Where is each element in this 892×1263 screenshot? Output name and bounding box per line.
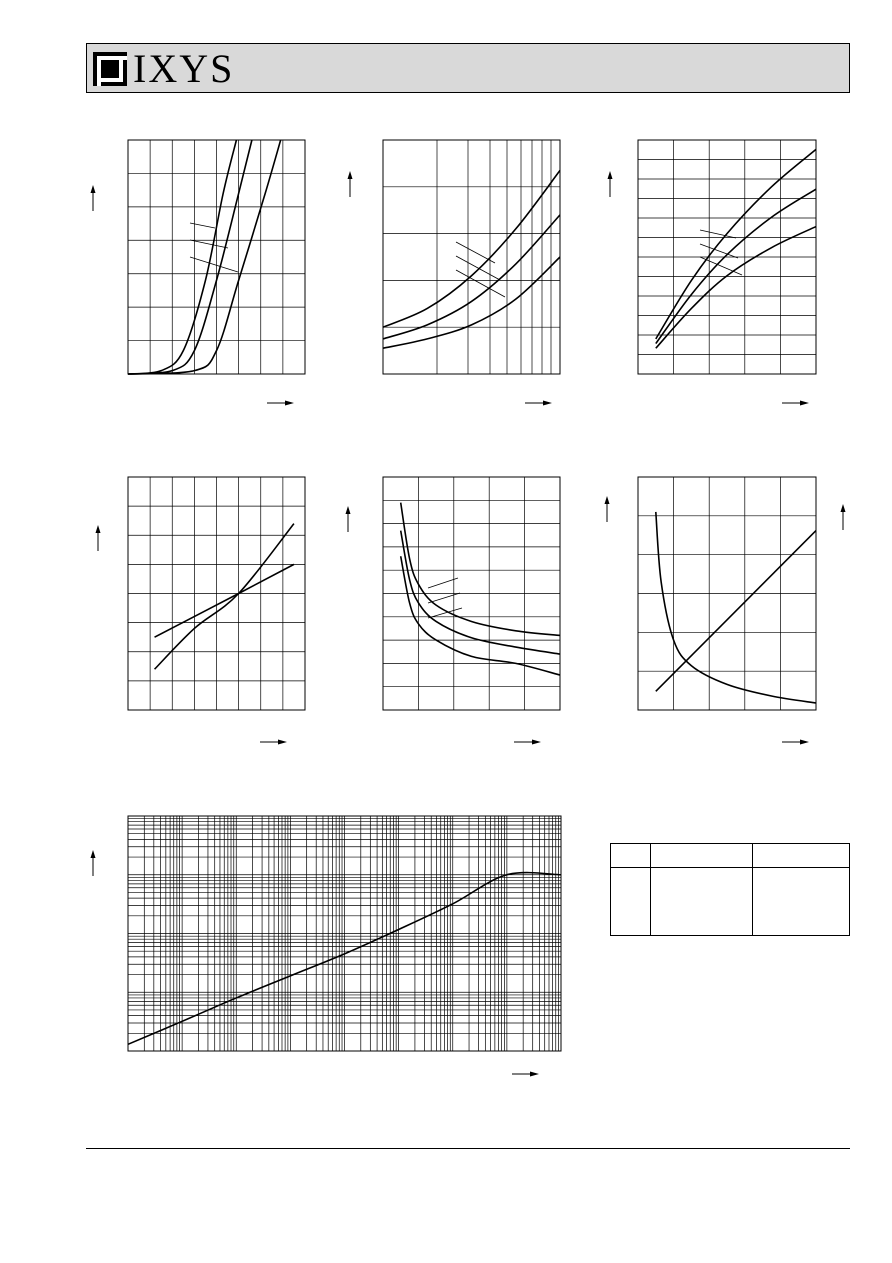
fig3-curve-3 [656, 227, 816, 349]
fig1-curve-2 [128, 140, 252, 374]
fig5-curve-3 [401, 556, 560, 675]
fig2-label-leader [456, 242, 495, 263]
table-column-rule [752, 844, 753, 935]
table-column-rule [650, 844, 651, 935]
fig4-x-axis-arrowhead [278, 740, 287, 745]
fig7-y-axis-arrowhead [91, 850, 96, 858]
fig1-curve-1 [128, 140, 236, 374]
fig5-curve-1 [401, 503, 560, 636]
brand-name: IXYS [133, 46, 235, 91]
fig2-y-axis-arrowhead [348, 171, 353, 179]
fig1-x-axis-arrowhead [285, 401, 294, 406]
fig3-label-leader [700, 244, 738, 258]
fig1-label-leader [190, 223, 215, 228]
fig3-label-leader [700, 230, 736, 238]
fig3-y-axis-arrowhead [608, 171, 613, 179]
fig5-y-axis-arrowhead [346, 506, 351, 514]
footer-rule [86, 1148, 850, 1149]
fig2-x-axis-arrowhead [543, 401, 552, 406]
fig1-curve-3 [128, 140, 281, 374]
fig2-curve-3 [383, 257, 560, 348]
fig5-x-axis-arrowhead [532, 740, 541, 745]
fig1-label-leader [190, 257, 238, 272]
thermal-resistance-table [610, 843, 850, 936]
fig3-x-axis-arrowhead [800, 401, 809, 406]
fig1-y-axis-arrowhead [91, 185, 96, 193]
table-header-rule [611, 867, 849, 868]
fig6-y-axis-arrowhead [841, 504, 846, 512]
fig4-curve-1 [155, 564, 294, 637]
fig5-label-leader [428, 593, 460, 603]
fig6-curve-1 [656, 512, 816, 703]
fig2-label-leader [456, 256, 500, 280]
fig4-curve-2 [155, 524, 294, 670]
fig7-x-axis-arrowhead [530, 1072, 539, 1077]
fig6-y-axis-arrowhead [605, 496, 610, 504]
fig4-y-axis-arrowhead [96, 525, 101, 533]
fig1-label-leader [190, 240, 228, 248]
fig2-curve-1 [383, 170, 560, 327]
fig2-frame [383, 140, 560, 374]
fig6-x-axis-arrowhead [800, 740, 809, 745]
